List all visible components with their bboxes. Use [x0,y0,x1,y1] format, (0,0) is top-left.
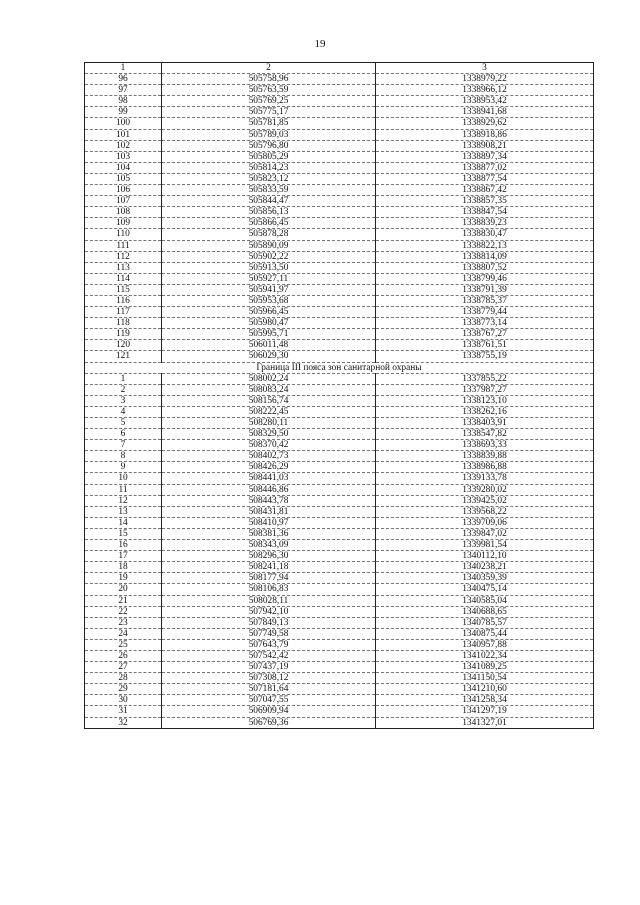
table-row [85,329,594,340]
table-row [85,662,594,673]
cell-point-number: 27 [85,662,162,673]
section-title: Граница III пояса зон санитарной охраны [85,362,594,373]
cell-x-coordinate: 508028,11 [162,595,376,606]
cell-point-number: 100 [85,118,162,129]
table-row [85,484,594,495]
cell-y-coordinate: 1338761,51 [376,340,594,351]
table-row [85,517,594,528]
cell-y-coordinate: 1338941,68 [376,107,594,118]
cell-y-coordinate: 1338807,52 [376,262,594,273]
cell-point-number: 107 [85,196,162,207]
cell-x-coordinate: 505775,17 [162,107,376,118]
table-row [85,229,594,240]
cell-x-coordinate: 505927,11 [162,273,376,284]
cell-point-number: 120 [85,340,162,351]
cell-x-coordinate: 508426,29 [162,462,376,473]
cell-y-coordinate: 1340875,44 [376,628,594,639]
cell-point-number: 24 [85,628,162,639]
table-row [85,395,594,406]
cell-point-number: 110 [85,229,162,240]
cell-x-coordinate: 507942,10 [162,606,376,617]
cell-y-coordinate: 1340585,04 [376,595,594,606]
table-row [85,151,594,162]
cell-point-number: 15 [85,528,162,539]
cell-x-coordinate: 505941,97 [162,284,376,295]
table-row [85,495,594,506]
cell-y-coordinate: 1338547,82 [376,429,594,440]
table-row [85,107,594,118]
cell-y-coordinate: 1338785,37 [376,295,594,306]
cell-point-number: 10 [85,473,162,484]
cell-x-coordinate: 505805,29 [162,151,376,162]
table-row [85,318,594,329]
cell-x-coordinate: 505844,47 [162,196,376,207]
cell-x-coordinate: 507181,64 [162,684,376,695]
cell-x-coordinate: 507542,42 [162,650,376,661]
table-row [85,706,594,717]
cell-x-coordinate: 505763,59 [162,85,376,96]
cell-point-number: 116 [85,295,162,306]
cell-y-coordinate: 1341258,34 [376,695,594,706]
cell-x-coordinate: 505890,09 [162,240,376,251]
cell-y-coordinate: 1338918,86 [376,129,594,140]
cell-y-coordinate: 1338791,39 [376,284,594,295]
cell-point-number: 97 [85,85,162,96]
cell-y-coordinate: 1338403,91 [376,418,594,429]
cell-point-number: 121 [85,351,162,362]
cell-x-coordinate: 507308,12 [162,673,376,684]
table-row [85,218,594,229]
cell-y-coordinate: 1340475,14 [376,584,594,595]
table-row [85,351,594,362]
cell-point-number: 101 [85,129,162,140]
cell-x-coordinate: 505913,50 [162,262,376,273]
cell-x-coordinate: 507437,19 [162,662,376,673]
cell-point-number: 105 [85,173,162,184]
cell-point-number: 25 [85,639,162,650]
cell-point-number: 18 [85,562,162,573]
table-row [85,262,594,273]
cell-x-coordinate: 508083,24 [162,384,376,395]
table-row [85,650,594,661]
table-row [85,562,594,573]
table-row [85,240,594,251]
cell-point-number: 32 [85,717,162,728]
cell-point-number: 109 [85,218,162,229]
cell-y-coordinate: 1338966,12 [376,85,594,96]
table-row [85,695,594,706]
cell-x-coordinate: 507849,13 [162,617,376,628]
cell-point-number: 5 [85,418,162,429]
cell-x-coordinate: 508431,81 [162,506,376,517]
table-row [85,473,594,484]
cell-y-coordinate: 1338929,62 [376,118,594,129]
cell-x-coordinate: 505902,22 [162,251,376,262]
cell-point-number: 118 [85,318,162,329]
cell-point-number: 14 [85,517,162,528]
cell-x-coordinate: 505953,68 [162,295,376,306]
header-cell-x-coordinate: 2 [162,63,376,74]
cell-x-coordinate: 508296,30 [162,551,376,562]
cell-y-coordinate: 1338857,35 [376,196,594,207]
table-row [85,584,594,595]
table-row [85,617,594,628]
cell-point-number: 98 [85,96,162,107]
page-number: 19 [314,38,326,50]
cell-point-number: 8 [85,451,162,462]
cell-y-coordinate: 1341022,34 [376,650,594,661]
cell-x-coordinate: 505966,45 [162,307,376,318]
table-header-row [85,63,594,74]
cell-y-coordinate: 1339847,02 [376,528,594,539]
cell-point-number: 1 [85,373,162,384]
table-row [85,639,594,650]
cell-point-number: 112 [85,251,162,262]
cell-y-coordinate: 1339568,22 [376,506,594,517]
table-row [85,129,594,140]
cell-y-coordinate: 1338693,33 [376,440,594,451]
table-row [85,140,594,151]
coordinates-table-body [85,63,594,729]
table-row [85,207,594,218]
cell-x-coordinate: 505769,25 [162,96,376,107]
table-row [85,717,594,728]
cell-x-coordinate: 505758,96 [162,74,376,85]
table-row [85,118,594,129]
cell-y-coordinate: 1339425,02 [376,495,594,506]
cell-point-number: 22 [85,606,162,617]
cell-point-number: 102 [85,140,162,151]
table-row [85,173,594,184]
table-row [85,506,594,517]
cell-x-coordinate: 506011,48 [162,340,376,351]
cell-y-coordinate: 1338897,34 [376,151,594,162]
cell-y-coordinate: 1337987,27 [376,384,594,395]
table-row [85,384,594,395]
cell-x-coordinate: 505980,47 [162,318,376,329]
cell-point-number: 12 [85,495,162,506]
cell-y-coordinate: 1338979,22 [376,74,594,85]
cell-y-coordinate: 1339133,78 [376,473,594,484]
cell-y-coordinate: 1338779,44 [376,307,594,318]
table-row [85,295,594,306]
table-row [85,307,594,318]
table-row [85,451,594,462]
table-row [85,251,594,262]
cell-y-coordinate: 1338953,42 [376,96,594,107]
cell-x-coordinate: 508402,73 [162,451,376,462]
cell-point-number: 23 [85,617,162,628]
cell-x-coordinate: 508370,42 [162,440,376,451]
cell-y-coordinate: 1339280,02 [376,484,594,495]
cell-point-number: 108 [85,207,162,218]
cell-y-coordinate: 1338767,27 [376,329,594,340]
cell-y-coordinate: 1338814,09 [376,251,594,262]
cell-y-coordinate: 1338262,16 [376,406,594,417]
cell-point-number: 111 [85,240,162,251]
cell-x-coordinate: 506029,30 [162,351,376,362]
cell-x-coordinate: 505823,12 [162,173,376,184]
cell-x-coordinate: 505796,80 [162,140,376,151]
table-row [85,573,594,584]
cell-x-coordinate: 508410,97 [162,517,376,528]
cell-point-number: 21 [85,595,162,606]
cell-point-number: 4 [85,406,162,417]
table-row [85,595,594,606]
cell-point-number: 28 [85,673,162,684]
cell-point-number: 19 [85,573,162,584]
cell-y-coordinate: 1341150,54 [376,673,594,684]
cell-y-coordinate: 1338867,42 [376,185,594,196]
cell-y-coordinate: 1338755,19 [376,351,594,362]
cell-x-coordinate: 505995,71 [162,329,376,340]
cell-x-coordinate: 507643,79 [162,639,376,650]
table-row [85,284,594,295]
table-row [85,628,594,639]
cell-y-coordinate: 1341210,60 [376,684,594,695]
cell-x-coordinate: 506909,94 [162,706,376,717]
cell-x-coordinate: 507047,55 [162,695,376,706]
header-cell-y-coordinate: 3 [376,63,594,74]
cell-y-coordinate: 1341297,19 [376,706,594,717]
cell-y-coordinate: 1338877,54 [376,173,594,184]
table-row [85,340,594,351]
cell-y-coordinate: 1338839,88 [376,451,594,462]
cell-x-coordinate: 505866,45 [162,218,376,229]
cell-point-number: 30 [85,695,162,706]
header-cell-point-number: 1 [85,63,162,74]
cell-y-coordinate: 1338877,02 [376,162,594,173]
cell-x-coordinate: 505781,85 [162,118,376,129]
cell-x-coordinate: 505856,13 [162,207,376,218]
cell-x-coordinate: 508441,03 [162,473,376,484]
cell-point-number: 96 [85,74,162,85]
cell-x-coordinate: 508156,74 [162,395,376,406]
table-row [85,373,594,384]
cell-x-coordinate: 505878,28 [162,229,376,240]
cell-y-coordinate: 1338830,47 [376,229,594,240]
table-row [85,418,594,429]
section-title-row [85,362,594,373]
cell-x-coordinate: 508106,83 [162,584,376,595]
table-row [85,551,594,562]
cell-point-number: 11 [85,484,162,495]
cell-y-coordinate: 1340957,88 [376,639,594,650]
cell-point-number: 117 [85,307,162,318]
cell-point-number: 6 [85,429,162,440]
cell-x-coordinate: 506769,36 [162,717,376,728]
cell-y-coordinate: 1338839,23 [376,218,594,229]
table-row [85,196,594,207]
cell-y-coordinate: 1339981,54 [376,540,594,551]
table-row [85,162,594,173]
table-row [85,440,594,451]
cell-point-number: 104 [85,162,162,173]
cell-x-coordinate: 508446,86 [162,484,376,495]
cell-point-number: 2 [85,384,162,395]
table-row [85,429,594,440]
table-row [85,74,594,85]
cell-y-coordinate: 1337855,22 [376,373,594,384]
table-row [85,673,594,684]
cell-x-coordinate: 507749,58 [162,628,376,639]
coordinates-table [84,62,594,729]
cell-x-coordinate: 508381,36 [162,528,376,539]
cell-point-number: 99 [85,107,162,118]
cell-y-coordinate: 1340688,65 [376,606,594,617]
table-row [85,528,594,539]
cell-point-number: 119 [85,329,162,340]
cell-x-coordinate: 508241,18 [162,562,376,573]
table-row [85,185,594,196]
cell-y-coordinate: 1338986,88 [376,462,594,473]
cell-y-coordinate: 1338773,14 [376,318,594,329]
table-row [85,85,594,96]
cell-point-number: 31 [85,706,162,717]
cell-x-coordinate: 508443,78 [162,495,376,506]
cell-x-coordinate: 505789,03 [162,129,376,140]
cell-x-coordinate: 508343,09 [162,540,376,551]
cell-point-number: 20 [85,584,162,595]
table-row [85,684,594,695]
cell-y-coordinate: 1341089,25 [376,662,594,673]
cell-x-coordinate: 508329,50 [162,429,376,440]
cell-x-coordinate: 508222,45 [162,406,376,417]
cell-x-coordinate: 508177,94 [162,573,376,584]
cell-point-number: 17 [85,551,162,562]
cell-y-coordinate: 1338908,21 [376,140,594,151]
table-row [85,540,594,551]
table-row [85,606,594,617]
cell-point-number: 3 [85,395,162,406]
table-row [85,406,594,417]
cell-y-coordinate: 1338123,10 [376,395,594,406]
cell-x-coordinate: 505814,23 [162,162,376,173]
cell-point-number: 29 [85,684,162,695]
cell-x-coordinate: 505833,59 [162,185,376,196]
cell-y-coordinate: 1338847,54 [376,207,594,218]
cell-point-number: 16 [85,540,162,551]
cell-y-coordinate: 1340112,10 [376,551,594,562]
cell-x-coordinate: 508280,11 [162,418,376,429]
cell-y-coordinate: 1338822,13 [376,240,594,251]
cell-point-number: 7 [85,440,162,451]
cell-y-coordinate: 1338799,46 [376,273,594,284]
cell-point-number: 113 [85,262,162,273]
cell-y-coordinate: 1340238,21 [376,562,594,573]
cell-point-number: 114 [85,273,162,284]
cell-point-number: 103 [85,151,162,162]
cell-x-coordinate: 508002,24 [162,373,376,384]
cell-y-coordinate: 1340785,57 [376,617,594,628]
cell-y-coordinate: 1339709,06 [376,517,594,528]
cell-point-number: 26 [85,650,162,661]
table-row [85,96,594,107]
cell-point-number: 9 [85,462,162,473]
cell-y-coordinate: 1341327,01 [376,717,594,728]
cell-point-number: 13 [85,506,162,517]
cell-point-number: 106 [85,185,162,196]
cell-point-number: 115 [85,284,162,295]
cell-y-coordinate: 1340359,39 [376,573,594,584]
table-row [85,273,594,284]
table-row [85,462,594,473]
